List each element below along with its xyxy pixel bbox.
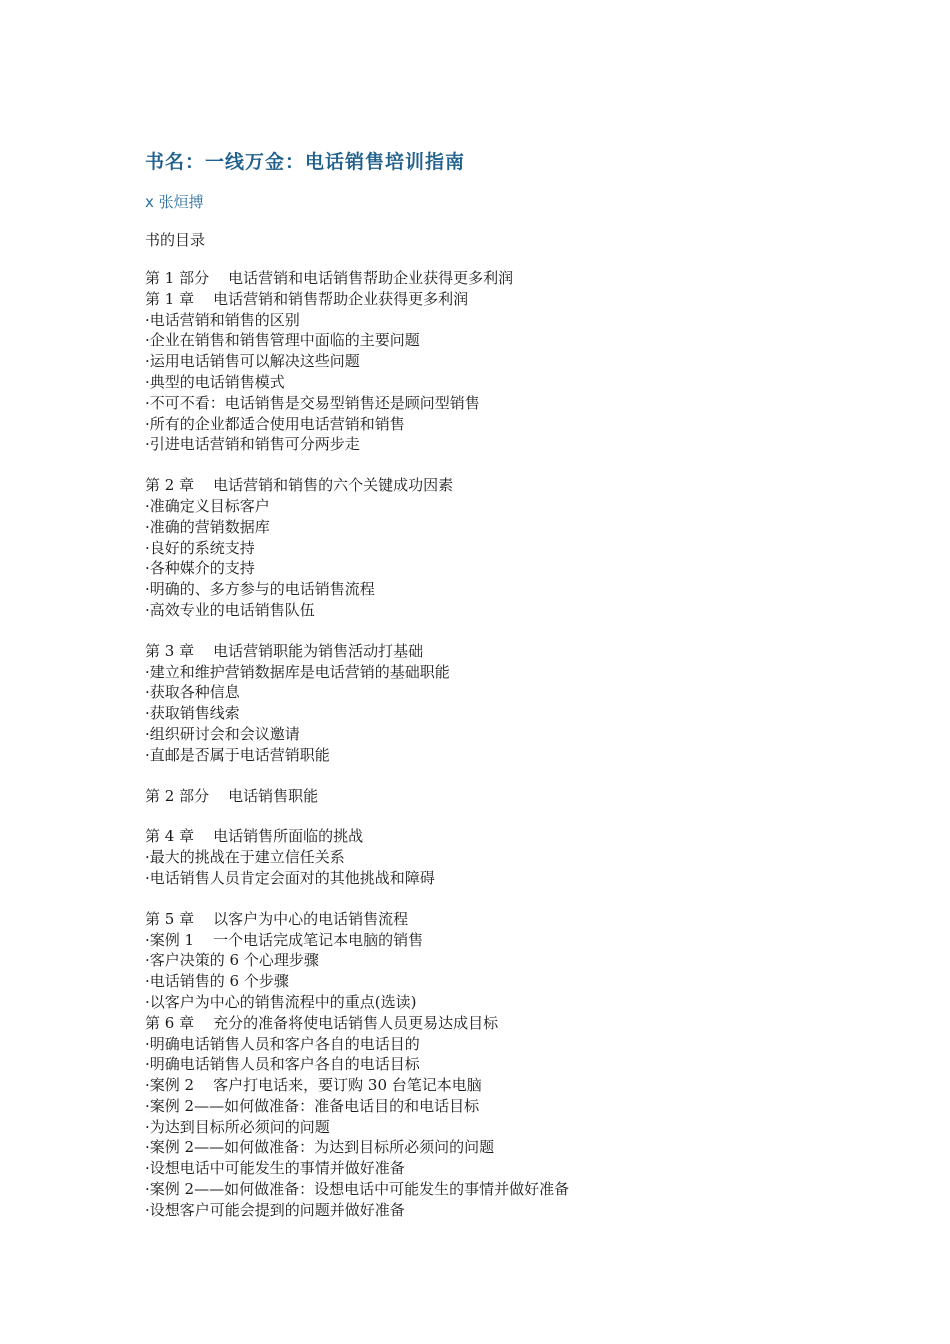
toc-line: ·典型的电话销售模式: [145, 372, 285, 391]
toc-line: ·所有的企业都适合使用电话营销和销售: [145, 414, 405, 433]
toc-line: ·高效专业的电话销售队伍: [145, 600, 315, 619]
toc-line: 第 4 章 电话销售所面临的挑战: [145, 827, 364, 846]
toc-line: ·案例 2——如何做准备：为达到目标所必须问的问题: [145, 1138, 495, 1157]
author-name: x 张烜搏: [145, 193, 204, 211]
toc-line: ·案例 2 客户打电话来，要订购 30 台笔记本电脑: [145, 1076, 482, 1095]
toc-spacer: [145, 455, 905, 475]
book-title: 书名：一线万金：电话销售培训指南: [145, 151, 466, 173]
toc-line: ·最大的挑战在于建立信任关系: [145, 848, 345, 867]
toc-line: ·为达到目标所必须问的问题: [145, 1117, 330, 1136]
toc-line: ·建立和维护营销数据库是电话营销的基础职能: [145, 662, 450, 681]
toc-line: ·明确的、多方参与的电话销售流程: [145, 580, 375, 599]
table-of-contents: [145, 268, 905, 1221]
document-page: [145, 150, 905, 1221]
toc-line: ·客户决策的 6 个心理步骤: [145, 951, 319, 970]
toc-line: 第 3 章 电话营销职能为销售活动打基础: [145, 641, 424, 660]
toc-line: ·各种媒介的支持: [145, 559, 255, 578]
toc-line: ·以客户为中心的销售流程中的重点(选读): [145, 992, 417, 1011]
toc-spacer: [145, 621, 905, 641]
toc-line: ·引进电话营销和销售可分两步走: [145, 435, 360, 454]
toc-line: 第 5 章 以客户为中心的电话销售流程: [145, 909, 409, 928]
toc-line: ·不可不看：电话销售是交易型销售还是顾问型销售: [145, 393, 480, 412]
toc-spacer: [145, 806, 905, 826]
toc-line: ·直邮是否属于电话营销职能: [145, 745, 330, 764]
toc-line: ·良好的系统支持: [145, 538, 255, 557]
toc-line: ·案例 2——如何做准备：设想电话中可能发生的事情并做好准备: [145, 1180, 570, 1199]
toc-line: ·电话销售人员肯定会面对的其他挑战和障碍: [145, 868, 435, 887]
toc-line: ·运用电话销售可以解决这些问题: [145, 352, 360, 371]
toc-line: 第 2 章 电话营销和销售的六个关键成功因素: [145, 476, 454, 495]
toc-line: ·准确的营销数据库: [145, 517, 270, 536]
toc-line: ·组织研讨会和会议邀请: [145, 724, 300, 743]
toc-line: ·获取销售线索: [145, 704, 240, 723]
toc-line: ·设想客户可能会提到的问题并做好准备: [145, 1200, 405, 1219]
toc-line: ·获取各种信息: [145, 683, 240, 702]
toc-line: ·设想电话中可能发生的事情并做好准备: [145, 1159, 405, 1178]
toc-line: ·电话营销和销售的区别: [145, 310, 300, 329]
toc-heading: 书的目录: [145, 231, 206, 249]
toc-spacer: [145, 766, 905, 786]
toc-line: ·案例 2——如何做准备：准备电话目的和电话目标: [145, 1096, 480, 1115]
toc-line: ·明确电话销售人员和客户各自的电话目的: [145, 1034, 420, 1053]
toc-line: ·电话销售的 6 个步骤: [145, 972, 289, 991]
toc-line: ·企业在销售和销售管理中面临的主要问题: [145, 331, 420, 350]
toc-line: ·明确电话销售人员和客户各自的电话目标: [145, 1055, 420, 1074]
toc-spacer: [145, 889, 905, 909]
toc-line: ·案例 1 一个电话完成笔记本电脑的销售: [145, 930, 424, 949]
toc-line: 第 6 章 充分的准备将使电话销售人员更易达成目标: [145, 1013, 499, 1032]
toc-line: 第 1 部分 电话营销和电话销售帮助企业获得更多利润: [145, 269, 514, 287]
toc-line: 第 1 章 电话营销和销售帮助企业获得更多利润: [145, 289, 469, 308]
toc-line: 第 2 部分 电话销售职能: [145, 786, 319, 805]
toc-line: ·准确定义目标客户: [145, 496, 270, 515]
